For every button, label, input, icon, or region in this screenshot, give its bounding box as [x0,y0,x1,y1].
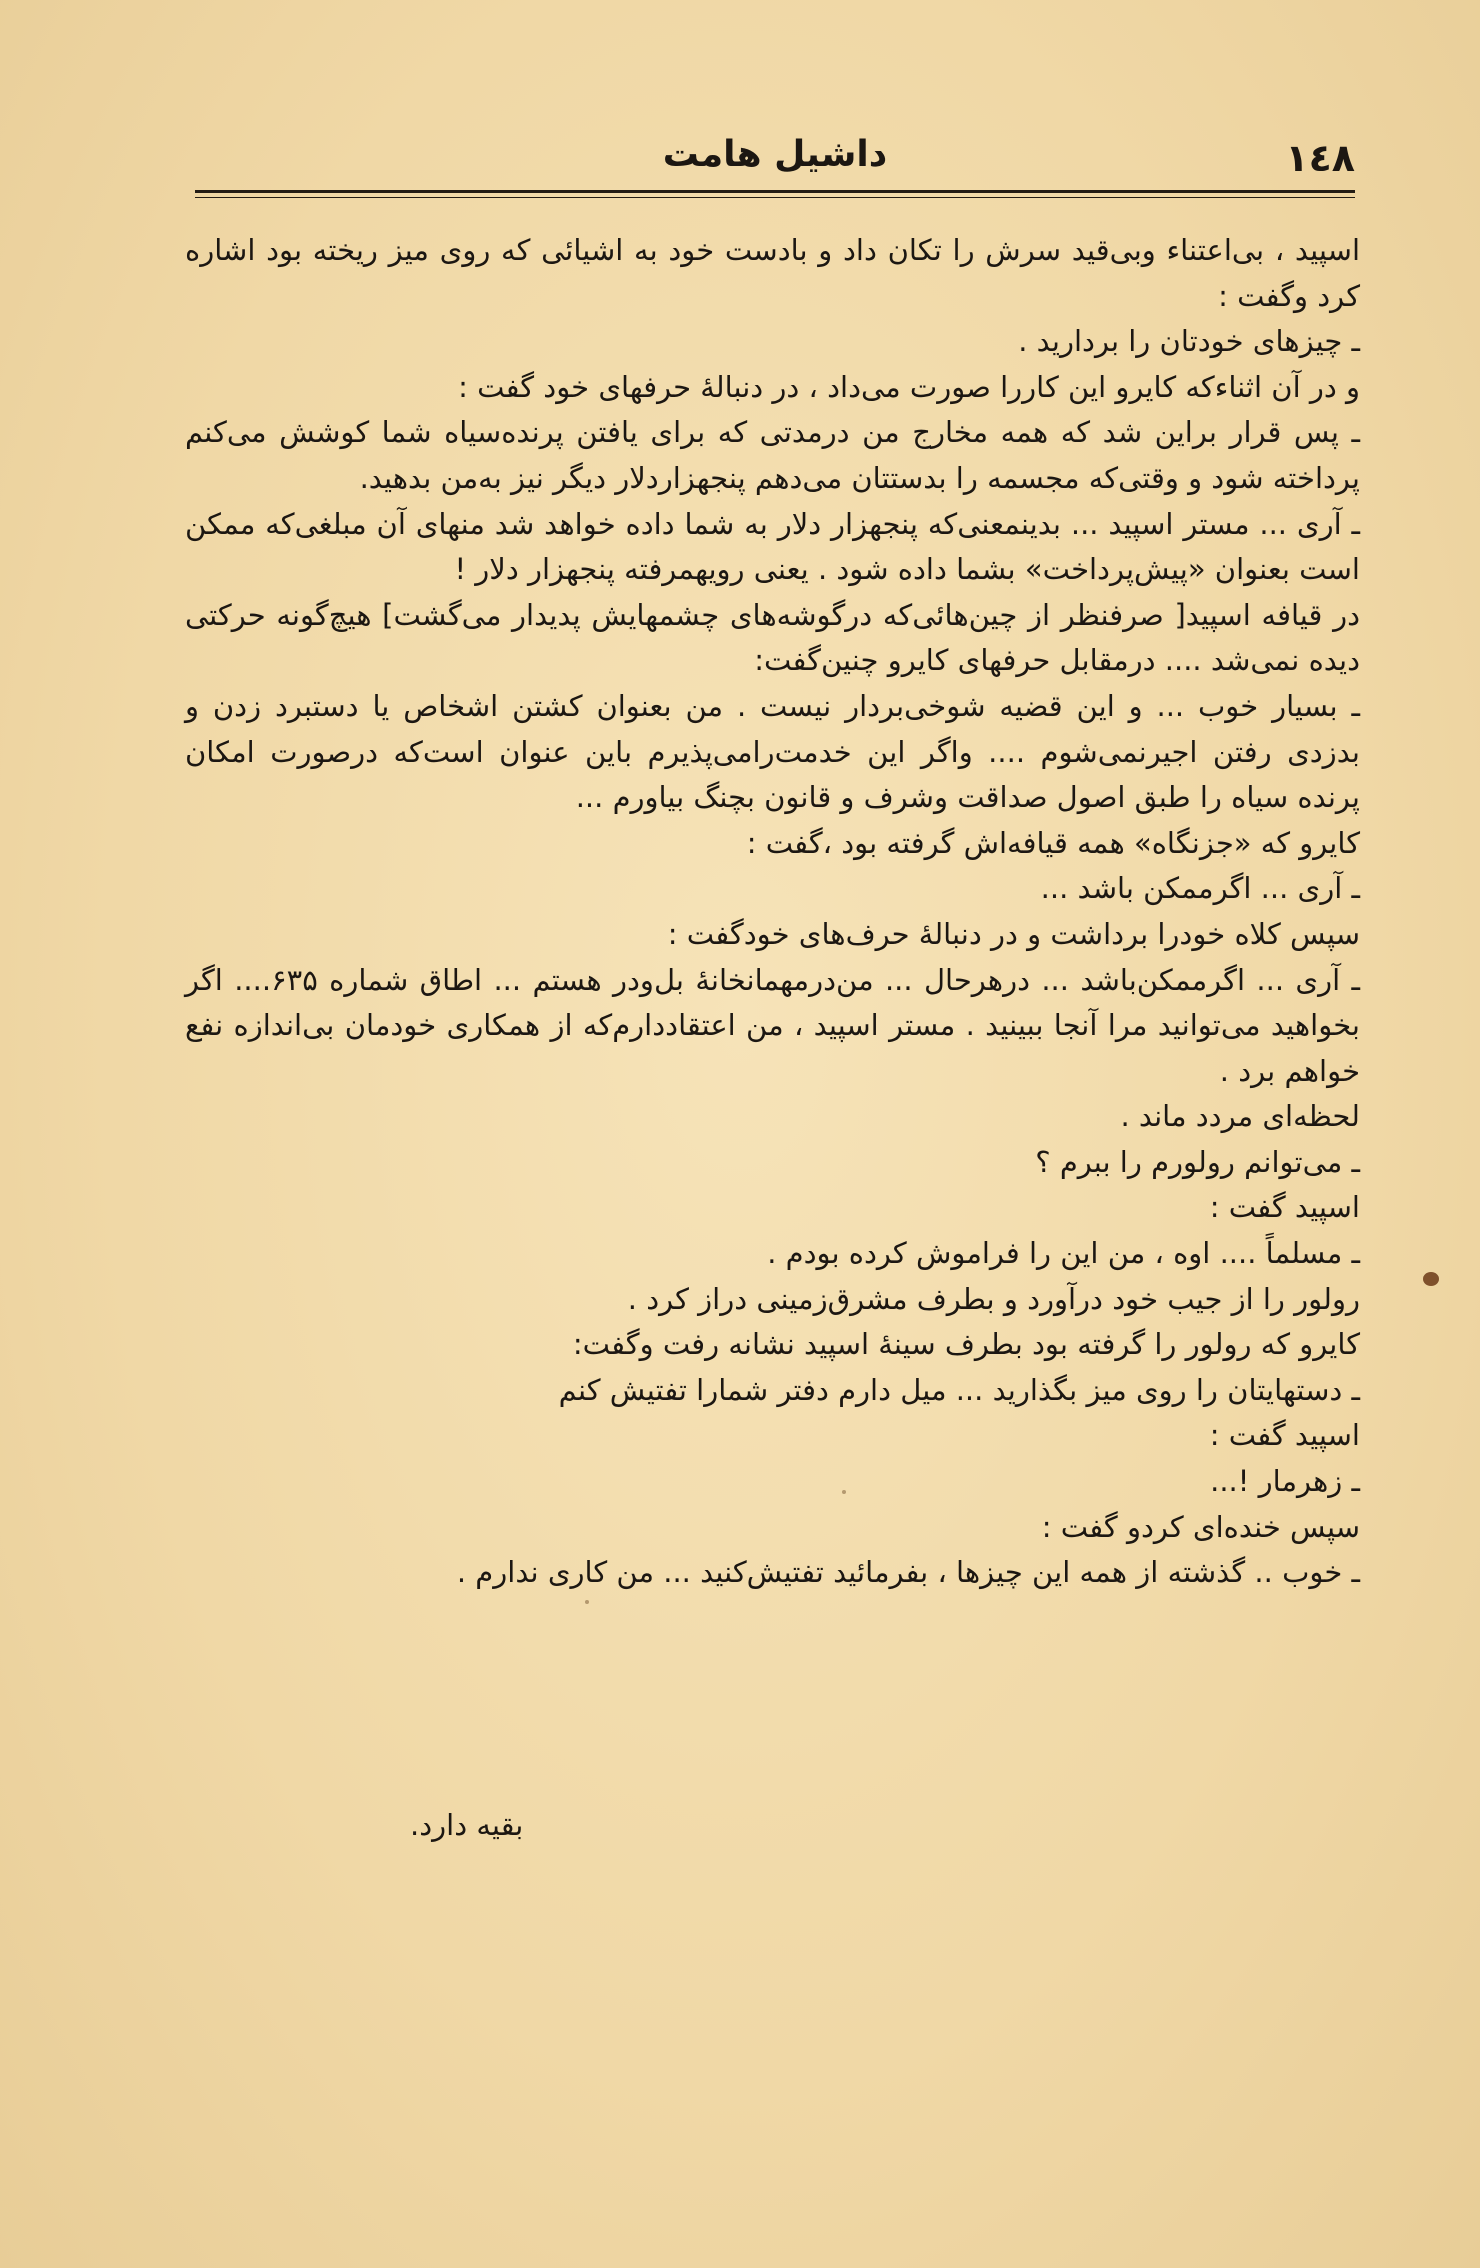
paper-speck [585,1600,589,1604]
paragraph: اسپید گفت : [1209,1190,1360,1225]
paragraph: کایرو که رولور را گرفته بود بطرف سینهٔ اسپید نشانه رفت وگفت: [572,1327,1360,1362]
paragraph: ـ پس قرار براین شد که همه مخارج من درمدتی که برای یافتن پرنده‌سیاه شما کوشش می‌کنم پرداخته شود و وقتی‌که مجسمه را بدستتان می‌دهم پنجهزاردلار دیگر نیز به‌من بدهید. [185,415,1360,495]
paragraph: سپس خنده‌ای کردو گفت : [1041,1509,1360,1544]
paragraph: ـ دستهایتان را روی میز بگذارید ... میل دارم دفتر شمارا تفتیش کنم [558,1372,1360,1407]
running-title: داشیل هامت [662,134,888,175]
paragraph: ـ می‌توانم رولورم را ببرم ؟ [1035,1144,1360,1179]
paragraph: کایرو که «جزنگاه» همه قیافه‌اش گرفته بود ،گفت : [746,825,1360,860]
page-header [195,130,1355,190]
paragraph: و در آن اثناءکه کایرو این کاررا صورت می‌داد ، در دنبالهٔ حرفهای خود گفت : [458,369,1360,404]
paragraph: سپس کلاه خودرا برداشت و در دنبالهٔ حرف‌های خودگفت : [667,916,1360,951]
paragraph: ـ آری ... اگرممکن‌باشد ... درهرحال ... من‌درمهمانخانهٔ بل‌ودر هستم ... اطاق شماره ۶۳۵.... اگر بخواهید می‌توانید مرا آنجا ببینید . مستر اسپید ، من اعتقاددارم‌که از همکاری خودمان بی‌اندازه نفع خواهم برد . [185,962,1360,1088]
paragraph: ـ چیزهای خودتان را بردارید . [1018,324,1360,359]
paragraph: ـ زهرمار !... [1210,1464,1360,1499]
to-be-continued: بقیه دارد. [410,1808,524,1842]
page-number: ١٤٨ [1285,136,1355,180]
paragraph: در قیافه اسپید[ صرفنظر از چین‌هائی‌که درگوشه‌های چشمهایش پدیدار می‌گشت] هیچ‌گونه حرکتی دیده نمی‌شد .... درمقابل حرفهای کایرو چنین‌گفت: [185,597,1360,678]
body-text [185,228,1360,1596]
paragraph: ـ خوب .. گذشته از همه این چیزها ، بفرمائید تفتیش‌کنید ... من کاری ندارم . [456,1555,1360,1590]
header-rule [195,190,1355,198]
paragraph: رولور را از جیب خود درآورد و بطرف مشرق‌زمینی دراز کرد . [627,1281,1360,1316]
paragraph: اسپید ، بی‌اعتناء وبی‌قید سرش را تکان داد و بادست خود به اشیائی که روی میز ریخته بود اشاره کرد وگفت : [185,233,1360,313]
paragraph: لحظه‌ای مردد ماند . [1120,1099,1360,1134]
paragraph: ـ مسلماً .... اوه ، من این را فراموش کرده بودم . [767,1236,1360,1271]
paper-speck [842,1490,846,1494]
paragraph: اسپید گفت : [1209,1418,1360,1453]
paragraph: ـ آری ... اگرممکن باشد ... [1040,871,1360,906]
paragraph: ـ بسیار خوب ... و این قضیه شوخی‌بردار نیست . من بعنوان کشتن اشخاص یا دستبرد زدن و بدزدی رفتن اجیرنمی‌شوم .... واگر این خدمت‌رامی‌پذیرم باین عنوان است‌که درصورت امکان پرنده سیاه را طبق اصول صداقت وشرف و قانون بچنگ بیاورم ... [185,688,1360,815]
paragraph: ـ آری ... مستر اسپید ... بدینمعنی‌که پنجهزار دلار به شما داده خواهد شد منهای آن مبلغی‌که ممکن است بعنوان «پیش‌پرداخت» بشما داده شود . یعنی رویهمرفته پنجهزار دلار ! [185,506,1360,587]
ink-stain [1423,1272,1439,1286]
